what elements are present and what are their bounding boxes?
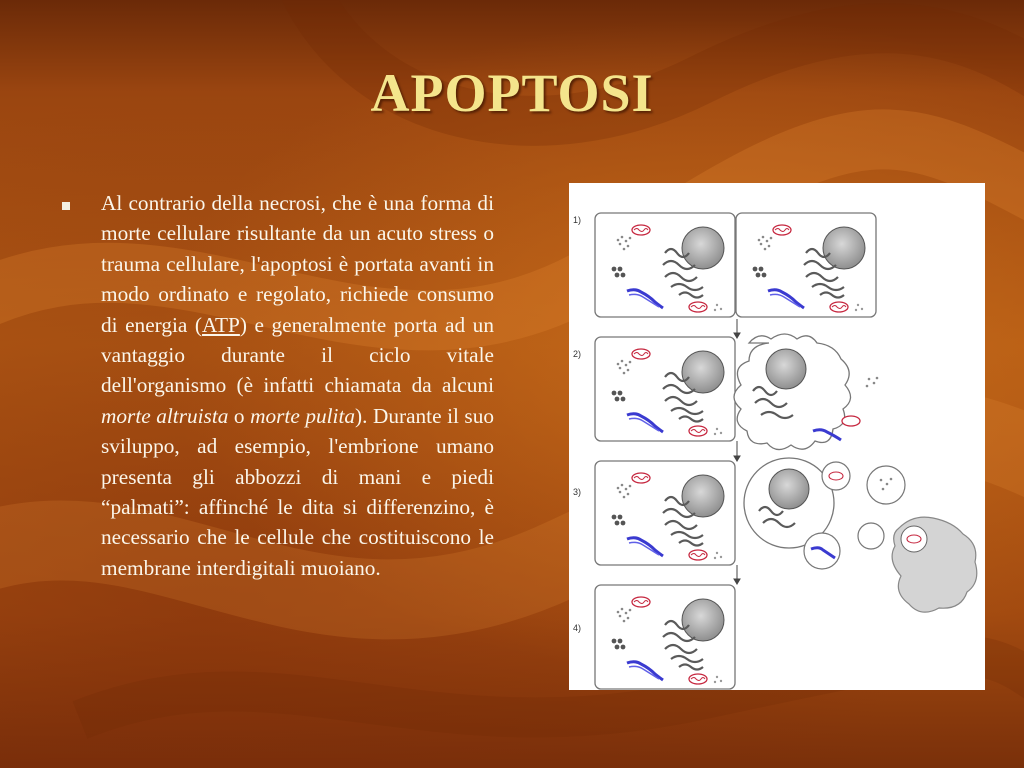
bullet-square-icon	[62, 202, 70, 210]
stage2-cell-left	[595, 337, 735, 441]
stage4-cell	[595, 585, 735, 689]
bullet-list	[62, 188, 494, 583]
stage1-cell-right	[736, 213, 876, 317]
stage-label-1: 1)	[573, 215, 582, 225]
slide-title: APOPTOSI	[370, 63, 654, 123]
stage-label-3: 3)	[573, 487, 582, 497]
bullet-text-4: ). Durante il suo sviluppo, ad esempio, l'embrione umano presenta gli abbozzi di mani e piedi “palmati”: affinché le dita si differenzino, è necessario che le cellule che costituiscono le membrane interdigitali muoiano.	[101, 403, 495, 580]
bullet-paragraph	[101, 188, 494, 583]
stage-label-2: 2)	[573, 349, 582, 359]
phagocyte-cell	[892, 517, 977, 612]
bullet-text-1: Al contrario della necrosi, che è una forma di morte cellulare risultante da un acuto stress o trauma cellulare, l'apoptosi è portata avanti in modo ordinato e regolato, richiede consumo di energia (	[101, 191, 494, 337]
stage2-blebbing-cell	[734, 334, 878, 450]
stage3-cell-left	[595, 461, 735, 565]
atp-link[interactable]: ATP	[202, 312, 240, 337]
bullet-text-3: o	[228, 403, 251, 428]
stage-label-4: 4)	[573, 623, 582, 633]
term-morte-altruista: morte altruista	[101, 403, 229, 428]
bullet-text-2: ) e generalmente porta ad un vantaggio durante il ciclo vitale dell'organismo (è infatti chiamata da alcuni	[101, 312, 494, 398]
term-morte-pulita: morte pulita	[250, 403, 356, 428]
stage1-cell-left	[595, 213, 735, 317]
apoptosis-diagram	[569, 183, 985, 690]
